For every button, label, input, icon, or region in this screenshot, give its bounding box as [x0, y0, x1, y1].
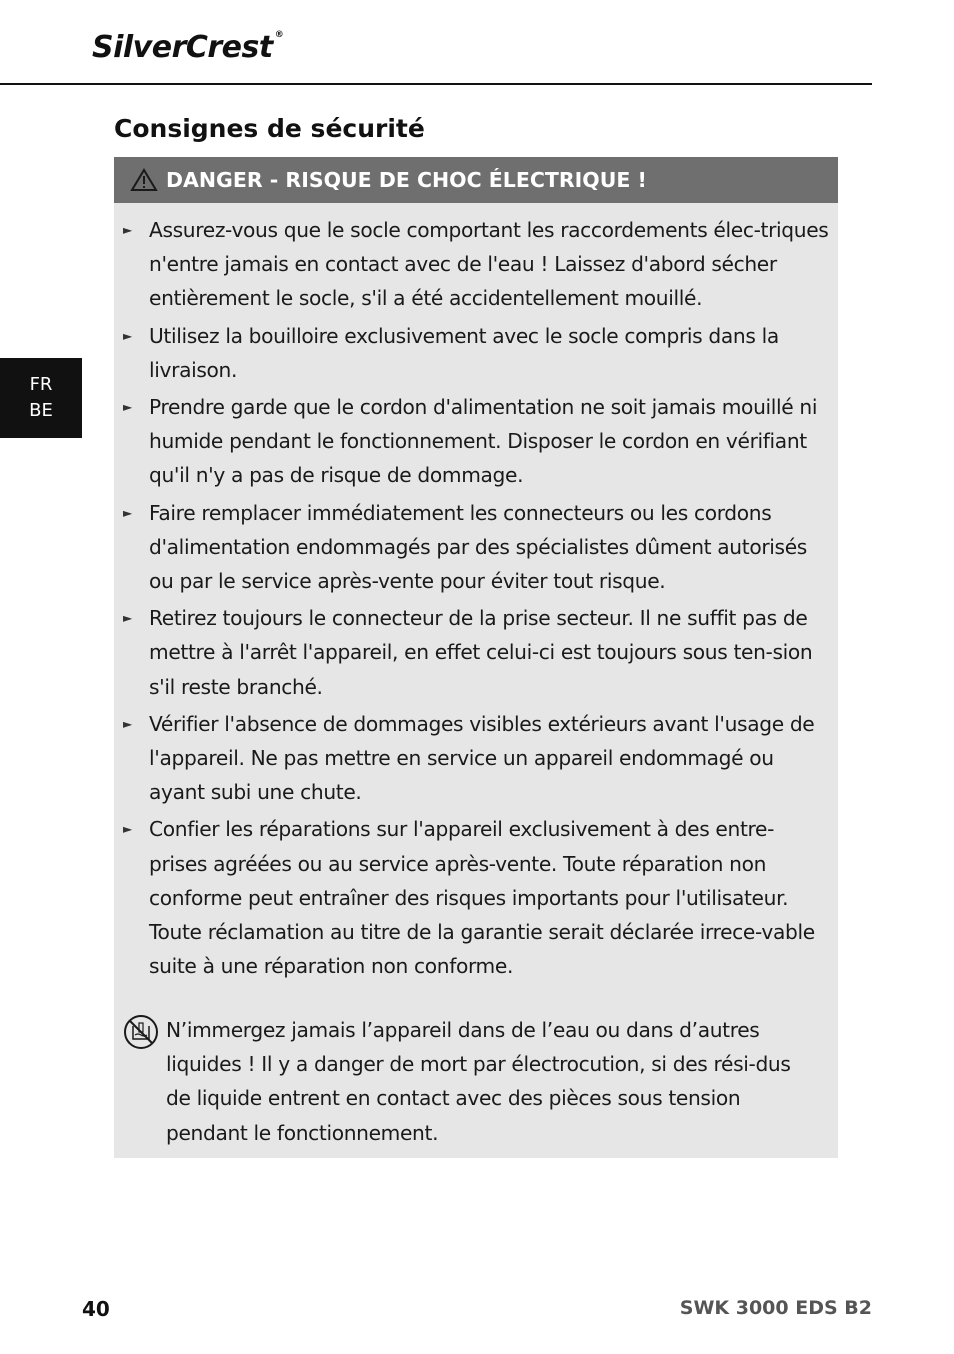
list-item-text: Retirez toujours le connecteur de la prise secteur. Il ne suffit pas de mettre à l'arrêt l'appareil, en effet celui-ci est toujours sous ten-sion s'il reste branché. — [149, 606, 813, 699]
brand-logo — [92, 30, 283, 65]
warning-title: DANGER - RISQUE DE CHOC ÉLECTRIQUE ! — [166, 168, 647, 192]
bullet-arrow-icon: ► — [123, 611, 132, 626]
bullet-arrow-icon: ► — [123, 400, 132, 415]
list-item — [123, 213, 832, 316]
brand-name: SilverCrest — [92, 30, 273, 65]
page-number: 40 — [82, 1297, 110, 1321]
bullet-arrow-icon: ► — [123, 716, 132, 731]
bullet-arrow-icon: ► — [123, 822, 132, 837]
page-title: Consignes de sécurité — [114, 114, 425, 143]
list-item — [123, 707, 832, 810]
list-item-text: Confier les réparations sur l'appareil exclusivement à des entre-prises agréées ou au service après-vente. Toute réparation non conforme peut entraîner des risques importants pour l'utilisateur. Toute réclamation au titre de la garantie serait déclarée irrece-vable suite à une réparation non conforme. — [149, 817, 815, 979]
list-item — [123, 812, 832, 983]
list-item-text: Assurez-vous que le socle comportant les raccordements élec-triques n'entre jamais en contact avec de l'eau ! Laissez d'abord sécher entièrement le socle, s'il a été accidentellement mouillé. — [149, 218, 829, 311]
language-tab — [0, 358, 82, 438]
bullet-arrow-icon: ► — [123, 505, 132, 520]
safety-list — [114, 203, 838, 983]
header-rule — [0, 83, 872, 85]
language-code-fr: FR — [29, 374, 53, 395]
model-number: SWK 3000 EDS B2 — [679, 1297, 872, 1319]
warning-header — [114, 157, 838, 203]
list-item — [123, 496, 832, 599]
list-item-text: Faire remplacer immédiatement les connecteurs ou les cordons d'alimentation endommagés par des spécialistes dûment autorisés ou par le service après-vente pour éviter tout risque. — [149, 500, 807, 594]
list-item-text: Utilisez la bouilloire exclusivement avec le socle compris dans la livraison. — [149, 323, 779, 382]
no-immersion-icon — [123, 1014, 159, 1050]
list-item — [123, 390, 832, 493]
bullet-arrow-icon: ► — [123, 223, 132, 237]
list-item — [123, 601, 832, 704]
list-item-text: Vérifier l'absence de dommages visibles extérieurs avant l'usage de l'appareil. Ne pas mettre en service un appareil endommagé ou ayant subi une chute. — [149, 711, 815, 805]
list-item-text: Prendre garde que le cordon d'alimentation ne soit jamais mouillé ni humide pendant le fonctionnement. Disposer le cordon en vérifiant qu'il n'y a pas de risque de dommage. — [149, 395, 818, 488]
bullet-arrow-icon: ► — [123, 328, 132, 343]
warning-triangle-icon — [130, 168, 158, 192]
list-item — [123, 319, 832, 387]
registered-mark: ® — [274, 30, 284, 40]
warning-box — [114, 157, 838, 1158]
immersion-warning-text: N’immergez jamais l’appareil dans de l’eau ou dans d’autres liquides ! Il y a danger de mort par électrocution, si des rési-dus de liquide entrent en contact avec des pièces sous tension pendant le fonctionnement. — [166, 1018, 791, 1145]
language-code-be: BE — [29, 400, 53, 421]
